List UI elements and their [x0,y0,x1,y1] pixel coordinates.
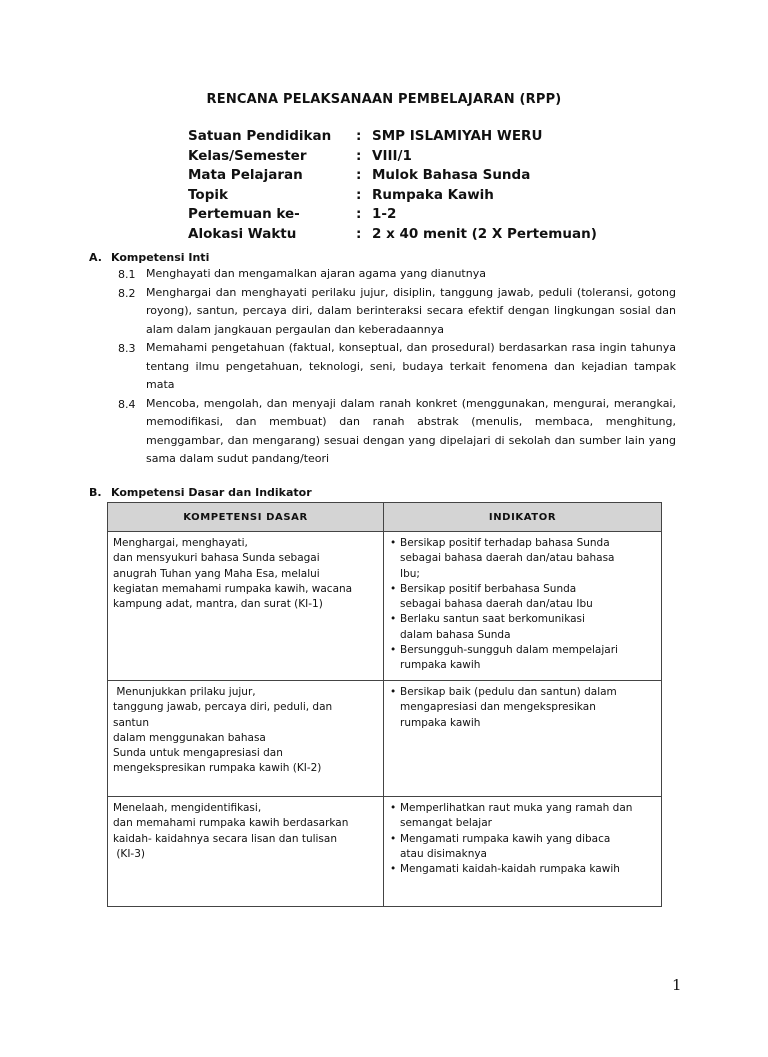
bullet-icon: • [390,802,397,814]
indicator-line: Bersikap baik (pedulu dan santun) dalam [400,686,617,698]
section-a-heading [89,251,209,264]
item-number: 8.1 [118,268,136,281]
kd-line: (KI-3) [113,847,145,860]
item-text: Menghargai dan menghayati perilaku jujur, disiplin, tanggung jawab, peduli (toleransi, gotong royong), santun, percaya diri, dalam berinteraksi secara efektif dengan lingkungan sosial dan alam dalam jangkauan pergaulan dan keberadaannya [146,285,676,336]
indicator-line: rumpaka kawih [400,716,481,729]
meta-label: Kelas/Semester [188,147,307,164]
meta-value: 1-2 [372,206,397,222]
kd-line: kaidah- kaidahnya secara lisan dan tulisan [113,832,337,845]
table-row [108,532,662,681]
meta-value: VIII/1 [372,147,412,164]
indicator-line: Berlaku santun saat berkomunikasi [400,613,585,626]
meta-row-meeting [188,205,597,225]
section-b-heading [89,486,312,499]
item-number: 8.2 [118,286,136,300]
page-number: 1 [672,976,682,994]
meta-row-time [188,225,597,245]
indicator-line: sebagai bahasa daerah dan/atau bahasa [400,552,615,565]
kd-line: anugrah Tuhan yang Maha Esa, melalui [113,567,320,580]
indicator-item [390,612,657,643]
bullet-icon: • [390,832,397,845]
indicator-line: Bersungguh-sungguh dalam mempelajari [400,644,618,657]
meta-value: Rumpaka Kawih [372,186,494,203]
section-title: Kompetensi Dasar dan Indikator [111,486,312,499]
indicator-line: Bersikap positif berbahasa Sunda [400,582,577,595]
indicator-item [390,536,657,582]
identity-block [188,127,597,244]
kd-line: Sunda untuk mengapresiasi dan [113,747,283,760]
kd-line: Menunjukkan prilaku jujur, [113,686,256,698]
core-competency-list [118,268,676,472]
indicator-item [390,685,657,731]
item-text: Memahami pengetahuan (faktual, konseptual, dan prosedural) berdasarkan rasa ingin tahunya tentang ilmu pengetahuan, teknologi, seni, budaya terkait fenomena dan kejadian tampak mata [146,341,676,391]
bullet-icon: • [390,863,397,876]
list-item [118,268,676,284]
meta-value: 2 x 40 menit (2 X Pertemuan) [372,225,597,242]
bullet-icon: • [390,613,397,626]
meta-colon: : [356,225,362,242]
indicator-line: Mengamati rumpaka kawih yang dibaca [400,832,611,845]
indicator-line: dalam bahasa Sunda [400,628,511,641]
kd-line: Menghargai, menghayati, [113,537,248,549]
indicator-line: Memperlihatkan raut muka yang ramah dan [400,802,633,814]
competency-table [107,502,662,907]
item-text: Mencoba, mengolah, dan menyaji dalam ranah konkret (menggunakan, mengurai, merangkai, memodifikasi, dan membuat) dan ranah abstrak (menulis, membaca, menghitung, menggambar, dan mengarang) sesuai dengan yang dipelajari di sekolah dan sumber lain yang sama dalam sudut pandang/teori [146,396,676,465]
meta-label: Pertemuan ke- [188,206,300,222]
column-header-kd: KOMPETENSI DASAR [108,503,384,532]
list-item [118,342,676,395]
indicator-item [390,643,657,674]
kd-line: mengekspresikan rumpaka kawih (KI-2) [113,762,322,775]
kd-cell [108,797,384,907]
indicator-item [390,862,657,877]
indicator-item [390,582,657,613]
item-text: Menghayati dan mengamalkan ajaran agama yang dianutnya [146,267,486,280]
kd-cell [108,681,384,797]
kd-line: tanggung jawab, percaya diri, peduli, dan [113,701,333,714]
bullet-icon: • [390,582,397,595]
meta-colon: : [356,206,362,222]
item-number: 8.4 [118,397,136,411]
indicator-line: rumpaka kawih [400,659,481,672]
table-row [108,681,662,797]
table-row [108,797,662,907]
kd-line: dan memahami rumpaka kawih berdasarkan [113,817,349,830]
kd-line: Menelaah, mengidentifikasi, [113,802,262,814]
indicator-line: sebagai bahasa daerah dan/atau Ibu [400,598,593,611]
bullet-icon: • [390,686,397,698]
meta-colon: : [356,167,362,183]
indicator-cell [384,797,662,907]
indicator-line: semangat belajar [400,817,492,830]
meta-colon: : [356,147,362,164]
list-item [118,287,676,340]
document-title: RENCANA PELAKSANAAN PEMBELAJARAN (RPP) [206,92,562,107]
meta-row-school [188,127,597,147]
indicator-line: atau disimaknya [400,847,487,860]
meta-colon: : [356,186,362,203]
indicator-line: Ibu; [400,567,420,580]
section-title: Kompetensi Inti [111,251,210,264]
meta-row-topic [188,186,597,206]
list-item [118,398,676,469]
kd-line: kegiatan memahami rumpaka kawih, wacana [113,582,353,595]
kd-line: kampung adat, mantra, dan surat (KI-1) [113,598,323,611]
item-number: 8.3 [118,342,136,355]
meta-label: Alokasi Waktu [188,225,297,242]
column-header-indicator: INDIKATOR [384,503,662,532]
section-letter: A. [89,251,102,264]
indicator-item [390,801,657,832]
bullet-icon: • [390,537,397,549]
bullet-icon: • [390,644,397,657]
indicator-cell [384,681,662,797]
meta-label: Topik [188,186,228,203]
meta-label: Satuan Pendidikan [188,128,332,144]
section-letter: B. [89,486,102,499]
indicator-line: Bersikap positif terhadap bahasa Sunda [400,537,610,549]
table-header-row [108,503,662,532]
meta-value: Mulok Bahasa Sunda [372,167,531,183]
kd-line: dan mensyukuri bahasa Sunda sebagai [113,552,320,565]
indicator-cell [384,532,662,681]
indicator-line: Mengamati kaidah-kaidah rumpaka kawih [400,863,620,876]
meta-row-subject [188,166,597,186]
indicator-item [390,832,657,863]
meta-row-class [188,147,597,167]
kd-cell [108,532,384,681]
kd-line: dalam menggunakan bahasa [113,731,266,744]
indicator-line: mengapresiasi dan mengekspresikan [400,701,596,714]
meta-value: SMP ISLAMIYAH WERU [372,128,543,144]
meta-label: Mata Pelajaran [188,167,303,183]
meta-colon: : [356,128,362,144]
kd-line: santun [113,716,149,729]
